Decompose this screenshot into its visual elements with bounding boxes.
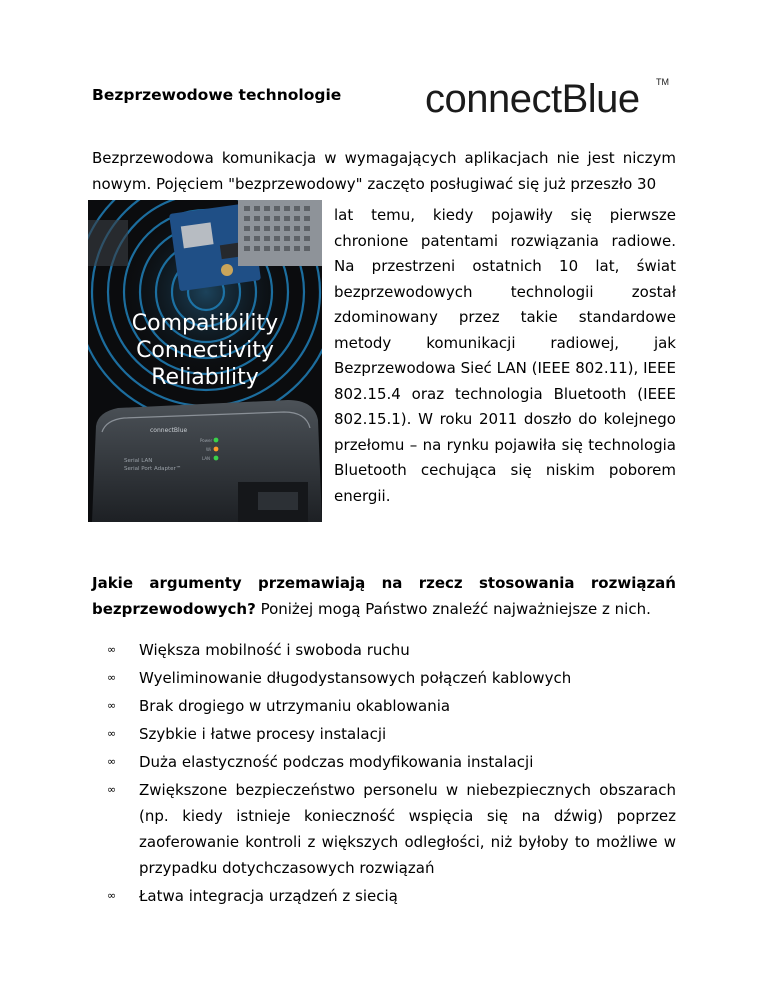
list-item-text: Większa mobilność i swoboda ruchu (139, 641, 410, 659)
list-item (92, 749, 676, 775)
list-item-text: Wyeliminowanie długodystansowych połączeń kablowych (139, 669, 572, 687)
question-paragraph (92, 570, 676, 622)
list-item (92, 777, 676, 881)
bullet-icon: ∞ (107, 783, 117, 796)
bullet-icon: ∞ (107, 643, 117, 656)
list-item (92, 883, 676, 909)
product-image-graphic (88, 200, 322, 522)
list-item (92, 721, 676, 747)
led-label-wi: Wi (206, 447, 211, 452)
adapter-device (92, 400, 322, 522)
list-item (92, 637, 676, 663)
logo-wordmark: connectBlue (425, 77, 640, 121)
list-item (92, 665, 676, 691)
bullet-icon: ∞ (107, 727, 117, 740)
device-label-1: Serial LAN (124, 458, 153, 464)
led-power (214, 438, 219, 443)
device-brand: connectBlue (150, 427, 188, 434)
list-item-text: Szybkie i łatwe procesy instalacji (139, 725, 387, 743)
page-title: Bezprzewodowe technologie (92, 86, 342, 104)
tagline-line-3: Reliability (151, 365, 259, 390)
bullet-icon: ∞ (107, 889, 117, 902)
product-image (88, 200, 322, 522)
led-label-lan: LAN (202, 456, 211, 461)
led-wi (214, 447, 219, 452)
question-lead: Poniżej mogą Państwo znaleźć najważniejsze z nich. (255, 600, 651, 618)
connectblue-logo (423, 72, 673, 126)
question-heading: Jakie argumenty przemawiają na rzecz stosowania rozwiązań bezprzewodowych? (92, 574, 676, 618)
led-lan (214, 456, 219, 461)
bullet-icon: ∞ (107, 671, 117, 684)
logo-trademark: TM (656, 77, 669, 87)
benefits-list (92, 637, 676, 911)
tagline-line-1: Compatibility (131, 311, 279, 336)
list-item-text: Łatwa integracja urządzeń z siecią (139, 887, 398, 905)
list-item-text: Zwiększone bezpieczeństwo personelu w niebezpiecznych obszarach (np. kiedy istnieje konieczność wspięcia się na dźwig) poprzez zaoferowanie kontroli z większych odległości, niż byłoby to możliwe w przypadku dotychczasowych rozwiązań (139, 781, 676, 877)
list-item-text: Brak drogiego w utrzymaniu okablowania (139, 697, 451, 715)
intro-paragraph: Bezprzewodowa komunikacja w wymagających aplikacjach nie jest niczym nowym. Pojęciem "bezprzewodowy" zaczęto posługiwać się już przeszło 30 (92, 149, 676, 193)
device-label-2: Serial Port Adapter™ (124, 466, 182, 472)
list-item-text: Duża elastyczność podczas modyfikowania instalacji (139, 753, 534, 771)
bullet-icon: ∞ (107, 755, 117, 768)
tagline-line-2: Connectivity (136, 338, 274, 363)
intro-paragraph-continued: lat temu, kiedy pojawiły się pierwsze chronione patentami rozwiązania radiowe. Na przestrzeni ostatnich 10 lat, świat bezprzewodowych technologii został zdominowany przez takie standardowe metody komunikacji radiowej, jak Bezprzewodowa Sieć LAN (IEEE 802.11), IEEE 802.15.4 oraz technologia Bluetooth (IEEE 802.15.1). W roku 2011 doszło do kolejnego przełomu – na rynku pojawiła się technologia Bluetooth cechująca się niskim poborem energii. (334, 206, 676, 505)
led-label-power: Power (200, 438, 213, 443)
tagline (132, 311, 278, 390)
list-item (92, 693, 676, 719)
bullet-icon: ∞ (107, 699, 117, 712)
